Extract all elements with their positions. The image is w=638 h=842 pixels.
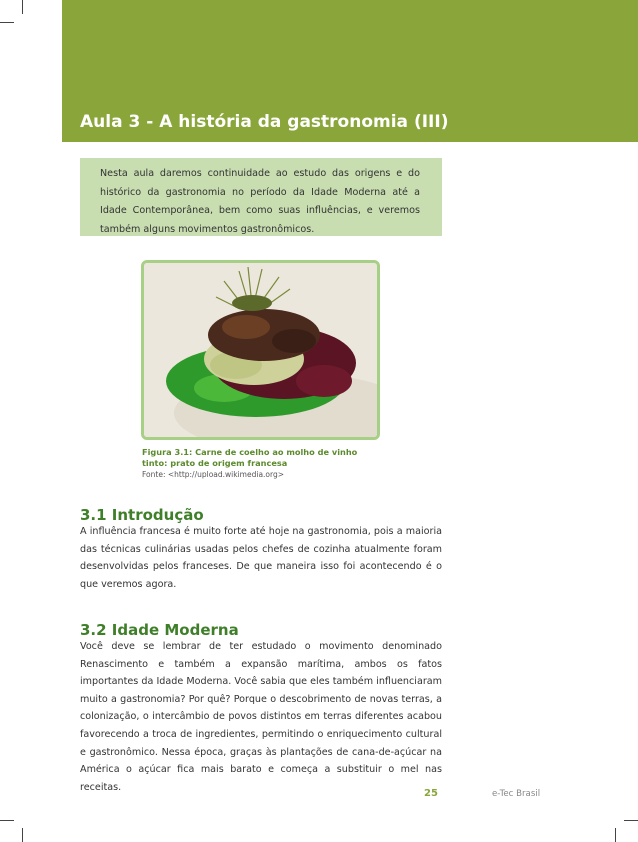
page-number: 25 [424,788,438,799]
section-text-idade-moderna: Você deve se lembrar de ter estudado o movimento denominado Renascimento e também a expansão marítima, ambos os fatos importantes da Idade Moderna. Você sabia que eles também influenciaram muito a gastronomia? Por quê? Porque o descobrimento de novas terras, a colonização, o intercâmbio de povos distintos em terras diferentes acabou favorecendo a troca de ingredientes, permitindo o enriquecimento cultural e gastronômico. Nessa época, graças às plantações de cana-de-açúcar na América o açúcar fica mais barato e começa a substituir o mel nas receitas. [80,641,442,793]
intro-text: Nesta aula daremos continuidade ao estudo das origens e do histórico da gastronomia no período da Idade Moderna até a Idade Contemporânea, bem como suas influências, e veremos também alguns movimentos gastronômicos. [100,168,420,235]
crop-mark [0,22,14,23]
chapter-title: Aula 3 - A história da gastronomia (III) [80,112,449,132]
crop-mark [22,828,23,842]
figure-caption: Figura 3.1: Carne de coelho ao molho de vinho tinto: prato de origem francesa [142,447,358,468]
figure-source: Fonte: <http://upload.wikimedia.org> [142,470,285,479]
crop-mark [624,820,638,821]
crop-mark [22,0,23,14]
section-title-introducao: 3.1 Introdução [80,506,204,524]
crop-mark [0,820,14,821]
running-footer: e-Tec Brasil [492,789,541,799]
dish-photo [144,263,377,437]
figure-image [141,260,380,440]
crop-mark [615,828,616,842]
section-title-idade-moderna: 3.2 Idade Moderna [80,621,239,639]
section-text-introducao: A influência francesa é muito forte até hoje na gastronomia, pois a maioria das técnicas culinárias usadas pelos chefes de cozinha atualmente foram desenvolvidas pelos franceses. De que maneira isso foi acontecendo é o que veremos agora. [80,526,442,590]
